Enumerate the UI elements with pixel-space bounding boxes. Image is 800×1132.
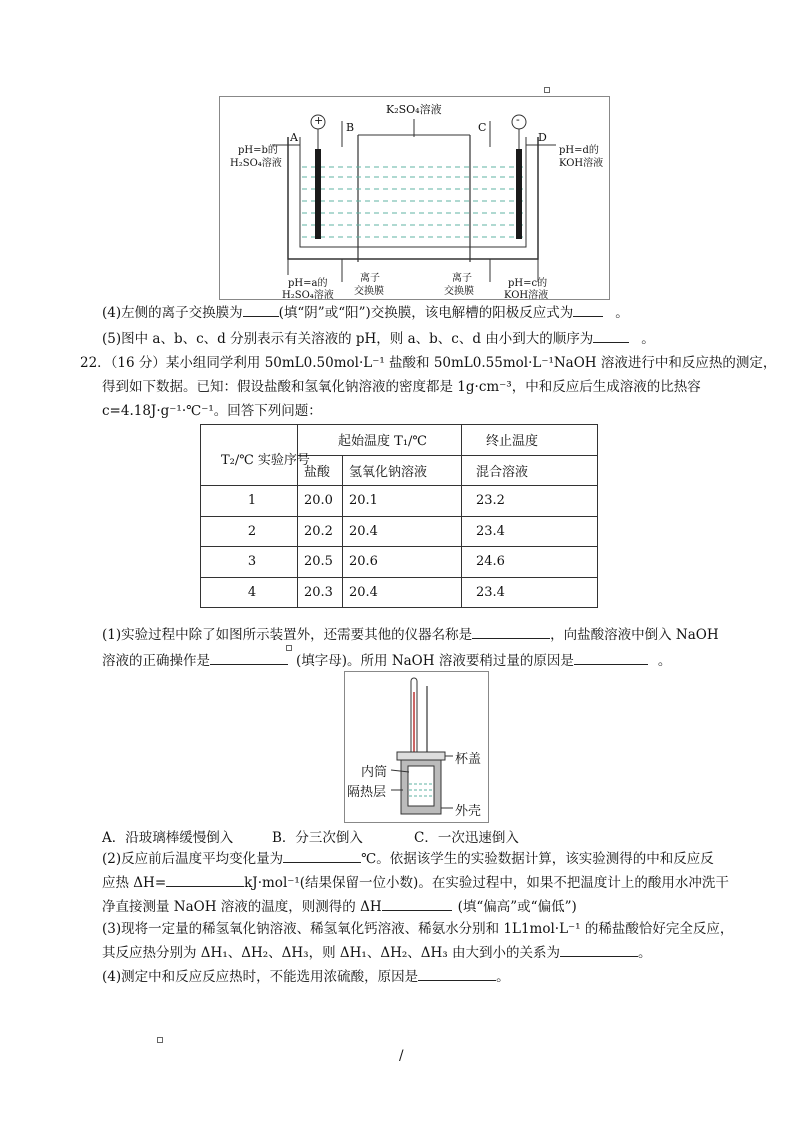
q4-text-pre: (4)左侧的离子交换膜为 — [102, 305, 243, 321]
membrane-right-label-2: 交换膜 — [444, 286, 474, 297]
table-cell: 20.4 — [343, 577, 462, 608]
part-4-line — [102, 968, 720, 986]
p1-text-2: ，向盐酸溶液中倒入 NaOH — [550, 627, 719, 643]
part-2-line-2 — [102, 874, 729, 892]
q4-blank-2[interactable] — [573, 304, 603, 317]
membrane-right-label-1: 离子 — [452, 273, 472, 284]
table-cell: 23.4 — [462, 577, 598, 608]
table-cell: 20.4 — [343, 516, 462, 547]
p2-text-5: 净直接测量 NaOH 溶液的温度，则测得的 ΔH — [102, 899, 382, 915]
q22-line-3: c=4.18J·g⁻¹·℃⁻¹。回答下列问题： — [102, 403, 322, 419]
p2-blank-delta-h[interactable] — [166, 874, 244, 887]
table-header-end: 终止温度 — [462, 425, 598, 456]
p2-text-4: kJ·mol⁻¹(结果保留一位小数)。在实验过程中，如果不把温度计上的酸用水冲洗干 — [244, 875, 729, 891]
p4-blank-reason[interactable] — [418, 968, 496, 981]
option-c: C．一次迅速倒入 — [414, 830, 519, 846]
p1-blank-operation[interactable] — [210, 652, 288, 665]
inner-cup-label: 内筒 — [361, 765, 388, 780]
left-top-label-1: pH=b的 — [238, 145, 278, 156]
outer-shell-label: 外壳 — [455, 804, 482, 819]
p2-blank-temp-change[interactable] — [283, 850, 361, 863]
table-cell: 20.2 — [298, 516, 343, 547]
p2-blank-deviation[interactable] — [382, 898, 452, 911]
cathode-minus: - — [516, 113, 520, 126]
label-a: A — [290, 131, 298, 144]
label-d: D — [538, 131, 547, 144]
electrolysis-figure — [219, 96, 610, 300]
p4-text-2: 。 — [496, 969, 510, 985]
question-4 — [102, 304, 720, 322]
part-3-line-2 — [102, 944, 720, 962]
left-top-label-2: H₂SO₄溶液 — [230, 158, 282, 169]
table-row — [201, 516, 598, 547]
p2-text-2: ℃。依据该学生的实验数据计算，该实验测得的中和反应反 — [361, 851, 714, 867]
q5-text-post: 。 — [641, 331, 655, 347]
p1-blank-reason[interactable] — [574, 652, 648, 665]
q4-blank-1[interactable] — [243, 304, 279, 317]
table-corner-label: T₂/℃ 实验序号 — [221, 453, 310, 468]
q22-line-1: 22．（16 分）某小组同学利用 50mL0.50mol·L⁻¹ 盐酸和 50mL0.55mol·L⁻¹NaOH 溶液进行中和反应热的测定， — [80, 355, 777, 371]
p1-text-3: 溶液的正确操作是 — [102, 653, 210, 669]
table-cell: 20.1 — [343, 486, 462, 517]
p3-blank-order[interactable] — [560, 944, 638, 957]
q4-text-post: 。 — [615, 305, 629, 321]
p1-text-5: 。 — [657, 653, 672, 669]
table-cell: 23.4 — [462, 516, 598, 547]
part-1-line-1 — [102, 626, 720, 644]
p4-text-1: (4)测定中和反应反应热时，不能选用浓硫酸，原因是 — [102, 969, 419, 985]
table-col-hcl: 盐酸 — [298, 455, 343, 486]
p2-text-3: 应热 ΔH= — [102, 875, 167, 891]
q5-blank[interactable] — [593, 330, 629, 343]
cup-lid-label: 杯盖 — [455, 752, 482, 767]
p3-text-2: 。 — [637, 945, 652, 961]
p2-text-6: (填“偏高”或“偏低”) — [457, 899, 577, 915]
table-header-start: 起始温度 T₁/℃ — [298, 425, 462, 456]
marker-square — [544, 87, 550, 93]
table-cell: 20.5 — [298, 547, 343, 578]
table-cell: 23.2 — [462, 486, 598, 517]
q5-text-pre: (5)图中 a、b、c、d 分别表示有关溶液的 pH，则 a、b、c、d 由小到大的顺序为 — [102, 331, 594, 347]
part-2-line-1 — [102, 850, 720, 868]
part-2-line-3 — [102, 898, 720, 916]
label-c: C — [478, 121, 487, 134]
option-a: A．沿玻璃棒缓慢倒入 — [102, 830, 234, 846]
question-5 — [102, 330, 720, 348]
electrolysis-diagram — [220, 97, 609, 299]
insulation-label: 隔热层 — [347, 785, 387, 800]
option-b: B．分三次倒入 — [272, 830, 363, 846]
label-b: B — [346, 121, 355, 134]
p3-text-1: 其反应热分别为 ΔH₁、ΔH₂、ΔH₃，则 ΔH₁、ΔH₂、ΔH₃ 由大到小的关系为 — [102, 945, 560, 961]
marker-square — [286, 645, 292, 651]
part-1-line-2 — [102, 652, 720, 670]
right-bottom-label-1: pH=c的 — [508, 278, 548, 289]
p2-text-1: (2)反应前后温度平均变化量为 — [102, 851, 284, 867]
part-3-line-1: (3)现将一定量的稀氢氧化钠溶液、稀氢氧化钙溶液、稀氨水分别和 1L1mol·L⁻¹ 的稀盐酸恰好完全反应， — [102, 921, 734, 937]
right-top-label-2: KOH溶液 — [559, 158, 604, 169]
table-row — [201, 547, 598, 578]
membrane-left-label-2: 交换膜 — [354, 286, 384, 297]
table-cell: 20.6 — [343, 547, 462, 578]
table-cell: 3 — [201, 547, 298, 578]
table-cell: 20.3 — [298, 577, 343, 608]
table-col-mix: 混合溶液 — [462, 455, 598, 486]
table-cell: 1 — [201, 486, 298, 517]
membrane-left-label-1: 离子 — [360, 273, 380, 284]
table-cell: 20.0 — [298, 486, 343, 517]
table-cell: 24.6 — [462, 547, 598, 578]
data-table — [200, 424, 598, 608]
page-footer-slash: / — [399, 1048, 404, 1064]
table-header-row — [201, 425, 598, 456]
right-bottom-label-2: KOH溶液 — [504, 290, 549, 301]
left-bottom-label-2: H₂SO₄溶液 — [282, 290, 334, 301]
table-row — [201, 486, 598, 517]
q4-text-mid: (填“阴”或“阳”)交换膜，该电解槽的阳极反应式为 — [278, 305, 574, 321]
table-cell: 2 — [201, 516, 298, 547]
p1-text-1: (1)实验过程中除了如图所示装置外，还需要其他的仪器名称是 — [102, 627, 473, 643]
table-col-naoh: 氢氧化钠溶液 — [343, 455, 462, 486]
marker-square — [157, 1037, 163, 1043]
p1-text-4: (填字母)。所用 NaOH 溶液要稍过量的原因是 — [296, 653, 574, 669]
left-bottom-label-1: pH=a的 — [288, 278, 328, 289]
table-corner-cell — [201, 425, 310, 486]
right-top-label-1: pH=d的 — [559, 145, 599, 156]
q22-line-2: 得到如下数据。已知：假设盐酸和氢氧化钠溶液的密度都是 1g·cm⁻³，中和反应后生成溶液的比热容 — [102, 379, 701, 395]
table-row — [201, 577, 598, 608]
p1-blank-instrument[interactable] — [472, 626, 550, 639]
table-cell: 4 — [201, 577, 298, 608]
calorimeter-figure — [344, 671, 489, 823]
k2so4-label: K₂SO₄溶液 — [386, 103, 442, 116]
anode-plus: + — [314, 114, 324, 127]
